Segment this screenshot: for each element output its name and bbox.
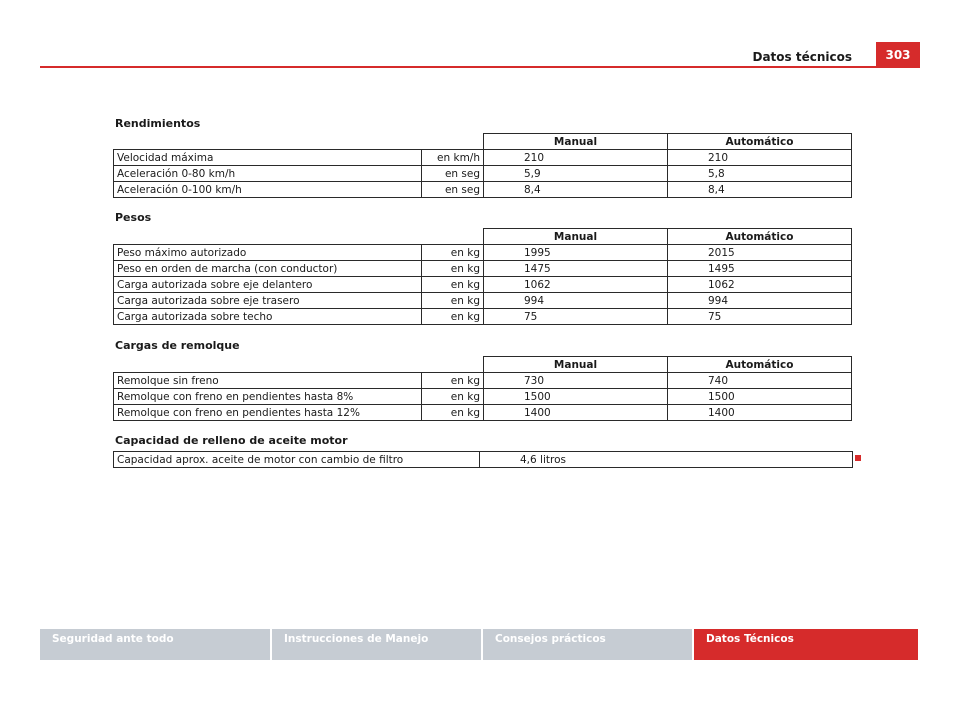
value-manual: 1475 [484,261,668,277]
table-header-row [114,229,852,245]
footer-tab-consejos[interactable]: Consejos prácticos [483,629,692,660]
value-automatico: 8,4 [667,182,851,198]
row-label: Carga autorizada sobre eje delantero [114,277,422,293]
footer-tab-seguridad[interactable]: Seguridad ante todo [40,629,270,660]
page-number: 303 [876,42,920,68]
table-row [114,452,853,468]
row-label: Peso en orden de marcha (con conductor) [114,261,422,277]
value-manual: 1062 [484,277,668,293]
table-row [114,373,852,389]
value-manual: 730 [484,373,668,389]
value-manual: 75 [484,309,668,325]
value-automatico: 1495 [667,261,851,277]
value-automatico: 740 [667,373,851,389]
table-row [114,150,852,166]
column-header-manual: Manual [484,134,668,150]
table-rendimientos [113,133,852,198]
table-row [114,405,852,421]
value-automatico: 2015 [667,245,851,261]
table-row [114,309,852,325]
row-unit: en seg [422,166,484,182]
value-manual: 1995 [484,245,668,261]
row-unit: en kg [422,389,484,405]
footer-nav [40,629,920,660]
value-automatico: 1062 [667,277,851,293]
column-header-manual: Manual [484,357,668,373]
row-label: Carga autorizada sobre eje trasero [114,293,422,309]
row-value: 4,6 litros [480,452,853,468]
section-end-marker [855,455,861,461]
column-header-automatico: Automático [667,229,851,245]
value-automatico: 75 [667,309,851,325]
header-rule [40,66,920,68]
footer-tab-instrucciones[interactable]: Instrucciones de Manejo [272,629,481,660]
table-aceite [113,451,853,468]
row-unit: en kg [422,293,484,309]
header-blank [114,134,484,150]
table-pesos [113,228,852,325]
value-manual: 1500 [484,389,668,405]
row-label: Capacidad aprox. aceite de motor con cambio de filtro [114,452,480,468]
table-row [114,389,852,405]
value-automatico: 1500 [667,389,851,405]
table-row [114,293,852,309]
column-header-automatico: Automático [667,357,851,373]
value-automatico: 5,8 [667,166,851,182]
value-automatico: 994 [667,293,851,309]
value-manual: 1400 [484,405,668,421]
row-label: Velocidad máxima [114,150,422,166]
row-label: Aceleración 0-80 km/h [114,166,422,182]
row-label: Remolque sin freno [114,373,422,389]
row-label: Peso máximo autorizado [114,245,422,261]
value-automatico: 1400 [667,405,851,421]
row-label: Aceleración 0-100 km/h [114,182,422,198]
table-row [114,277,852,293]
table-header-row [114,134,852,150]
column-header-automatico: Automático [667,134,851,150]
table-header-row [114,357,852,373]
value-automatico: 210 [667,150,851,166]
row-unit: en kg [422,261,484,277]
page-title: Datos técnicos [752,50,852,64]
section-title-pesos: Pesos [115,211,152,224]
row-unit: en kg [422,373,484,389]
row-unit: en kg [422,245,484,261]
row-unit: en kg [422,277,484,293]
value-manual: 5,9 [484,166,668,182]
row-unit: en kg [422,309,484,325]
value-manual: 210 [484,150,668,166]
section-title-remolque: Cargas de remolque [115,339,240,352]
row-label: Carga autorizada sobre techo [114,309,422,325]
value-manual: 994 [484,293,668,309]
table-row [114,245,852,261]
section-title-rendimientos: Rendimientos [115,117,201,130]
table-row [114,261,852,277]
row-unit: en km/h [422,150,484,166]
header-blank [114,229,484,245]
row-label: Remolque con freno en pendientes hasta 8% [114,389,422,405]
row-label: Remolque con freno en pendientes hasta 12% [114,405,422,421]
row-unit: en seg [422,182,484,198]
value-manual: 8,4 [484,182,668,198]
table-row [114,182,852,198]
table-row [114,166,852,182]
column-header-manual: Manual [484,229,668,245]
row-unit: en kg [422,405,484,421]
footer-tab-datos-tecnicos[interactable]: Datos Técnicos [694,629,918,660]
section-title-aceite: Capacidad de relleno de aceite motor [115,434,348,447]
table-remolque [113,356,852,421]
header-blank [114,357,484,373]
